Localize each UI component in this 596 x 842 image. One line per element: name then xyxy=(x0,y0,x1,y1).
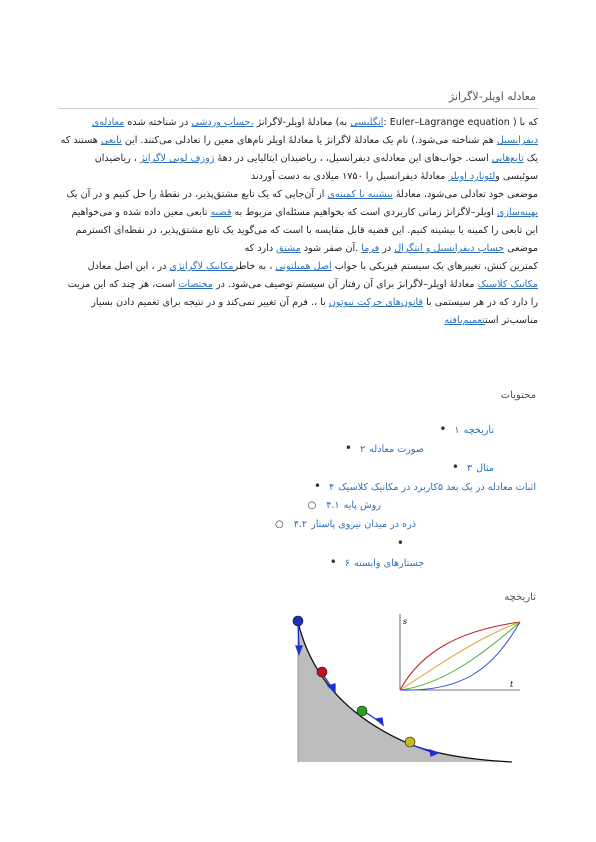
article-link[interactable]: مشتق xyxy=(276,243,301,254)
text-run: ، ریاضیدان سوئیسی و xyxy=(94,153,538,182)
toc-item[interactable] xyxy=(136,477,536,496)
toc-number: ۱ xyxy=(454,425,460,436)
inset-line-green xyxy=(400,622,520,690)
text-run: : xyxy=(383,117,390,128)
toc-heading: محتویات xyxy=(500,390,536,401)
article-body xyxy=(58,114,538,330)
article-link[interactable]: لئونارد اویلر xyxy=(448,171,496,182)
text-run: هم شناخته می‌شود.) نام یک معادله‌ٔ لاگرانژ یا معادله‌ٔ اویلر نام‌های معین را تعادلی می‌کنند. این xyxy=(121,135,497,146)
article-link[interactable]: تابعی xyxy=(100,135,122,146)
article-link[interactable]: قضیه xyxy=(210,207,232,218)
bullet-icon: • xyxy=(396,536,404,550)
ball-red xyxy=(317,667,327,677)
article-link[interactable]: تعمیم‌یافته xyxy=(444,315,485,326)
toc-label: تاریخچه xyxy=(463,425,494,436)
inset-line-orange xyxy=(400,622,520,690)
text-run: است. جواب‌های این معادله‌ی دیفرانسیل، ، ریاضیدان ایتالیایی در دهه‌ٔ xyxy=(214,153,492,164)
axis-t-label: t xyxy=(510,680,514,689)
article-link[interactable]: مکانیک کلاسیک xyxy=(477,279,538,290)
page-title: معادله اویلر-لاگرانژ xyxy=(448,90,536,103)
text-run: به) معادله‌ٔ اویلر-لاگرانژ xyxy=(253,117,351,128)
toc-item[interactable] xyxy=(136,534,536,553)
toc-label: جستارهای وابسته xyxy=(353,558,424,569)
title-divider xyxy=(58,108,538,109)
bullet-icon: • xyxy=(439,422,447,436)
toc-item[interactable] xyxy=(136,553,536,572)
toc-label: ذره در میدان نیروی پاستار xyxy=(311,519,416,530)
text-run: هستند که یک xyxy=(60,135,538,164)
text-run: با ،. فرم آن تغییر نمی‌کند و در نتیجه برای تعمیم دادن بسیار مناسب‌تر است xyxy=(91,297,538,326)
toc-item[interactable] xyxy=(136,458,536,477)
toc-label: اثبات معادله در یک بعد ۵کاربرد در مکانیک کلاسیک xyxy=(338,482,536,493)
toc-label: مثال xyxy=(476,463,494,474)
text-run: است، هر چند که این مزیت را دارد که در هر سیستمی با xyxy=(67,279,538,308)
ball-blue xyxy=(293,616,303,626)
inset-line-red xyxy=(400,622,520,690)
article-link[interactable]: مختصات xyxy=(178,279,213,290)
bullet-icon: • xyxy=(344,441,352,455)
text-run: معادله‌ٔ اویلر–لاگرانژ برای آن رفتار آن سیستم توصیف می‌شود. در xyxy=(212,279,478,290)
article-link[interactable]: بیشینه یا کمینه‌ی xyxy=(327,189,393,200)
toc-number: ۶ xyxy=(344,558,350,569)
inset-plot xyxy=(400,614,520,690)
text-run: ، به خاطر xyxy=(233,261,276,272)
toc-item[interactable] xyxy=(136,515,536,534)
toc-item[interactable] xyxy=(136,496,536,515)
inset-line-blue xyxy=(400,622,520,690)
article-link[interactable]: فرما xyxy=(361,243,380,254)
paragraph-1 xyxy=(58,114,538,186)
article-link[interactable]: معادله‌ی دیفرانسیل xyxy=(91,117,538,146)
ball-yellow xyxy=(405,737,415,747)
toc-number: ۴.۱ xyxy=(326,500,340,511)
toc-item[interactable] xyxy=(136,439,536,458)
article-link[interactable]: حساب دیفرانسیل و انتگرال xyxy=(394,243,505,254)
table-of-contents xyxy=(136,420,536,572)
toc-number: ۳ xyxy=(466,463,473,474)
paragraph-2 xyxy=(58,186,538,258)
article-link[interactable]: قانون‌های حرکت نیوتون xyxy=(328,297,424,308)
toc-label: صورت معادله xyxy=(369,444,424,455)
toc-number: ۴.۲ xyxy=(293,519,308,530)
toc-item[interactable] xyxy=(136,420,536,439)
axis-s-label: s xyxy=(403,617,408,626)
text-run: در شناخته شده xyxy=(124,117,192,128)
article-link[interactable]: تابع‌هایی xyxy=(491,153,524,164)
brachistochrone-figure xyxy=(292,610,532,770)
article-link[interactable]: بهینه‌سازی xyxy=(496,207,538,218)
toc-number: ۴ xyxy=(328,482,335,493)
text-run: تابعی معین داده شده و می‌خواهیم این تابعی را کمینه یا بیشینه کنیم. این قضیه قابل مقایسه با است که می‌گوید یک تابع مشتق‌پذیر، در نقطه‌ای اکسترمم موضعی xyxy=(71,207,538,254)
toc-number: ۲ xyxy=(359,444,366,455)
article-link[interactable]: انگلیسی xyxy=(350,117,384,128)
circle-bullet-icon: ○ xyxy=(275,519,284,530)
text-run: Euler–Lagrange equation xyxy=(389,117,510,128)
bullet-icon: • xyxy=(451,460,459,474)
text-run: که با ( xyxy=(509,117,538,128)
text-run: در ، این اصل معادل xyxy=(87,261,170,272)
history-heading: تاریخچه xyxy=(504,592,536,603)
text-run: از آن‌جایی که یک تابع مشتق‌پذیر، در نقطه‌ٔ را حل کنیم و در آن یک xyxy=(66,189,328,200)
text-run: معادله‌ٔ دیفرانسیل را ۱۷۵۰ میلادی به دست آوردند xyxy=(250,171,449,182)
text-run: .آن صفر شود xyxy=(300,243,362,254)
article-link[interactable]: ژوزف لویی لاگرانژ xyxy=(139,153,215,164)
text-run: اویلر–لاگرانژ زمانی کاربردی است که بخواهیم مسئله‌ای مربوط به xyxy=(231,207,497,218)
bullet-icon: • xyxy=(313,479,321,493)
text-run: موضعی خود تعادلی می‌شود، معادله‌ٔ xyxy=(392,189,538,200)
article-link[interactable]: مکانیک لاگرانژی xyxy=(169,261,234,272)
text-run: دارد که xyxy=(244,243,277,254)
text-run: در xyxy=(379,243,395,254)
bullet-icon: • xyxy=(329,555,337,569)
article-link[interactable]: اصل همیلتونی xyxy=(275,261,332,272)
circle-bullet-icon: ○ xyxy=(307,500,317,511)
text-run: کمترین کنش، تغییرهای یک سیستم فیزیکی با جواب xyxy=(331,261,538,272)
article-link[interactable]: ،حساب وردشی xyxy=(191,117,254,128)
ball-green xyxy=(357,706,367,716)
toc-label: روش پایه xyxy=(343,500,381,511)
paragraph-3 xyxy=(58,258,538,330)
